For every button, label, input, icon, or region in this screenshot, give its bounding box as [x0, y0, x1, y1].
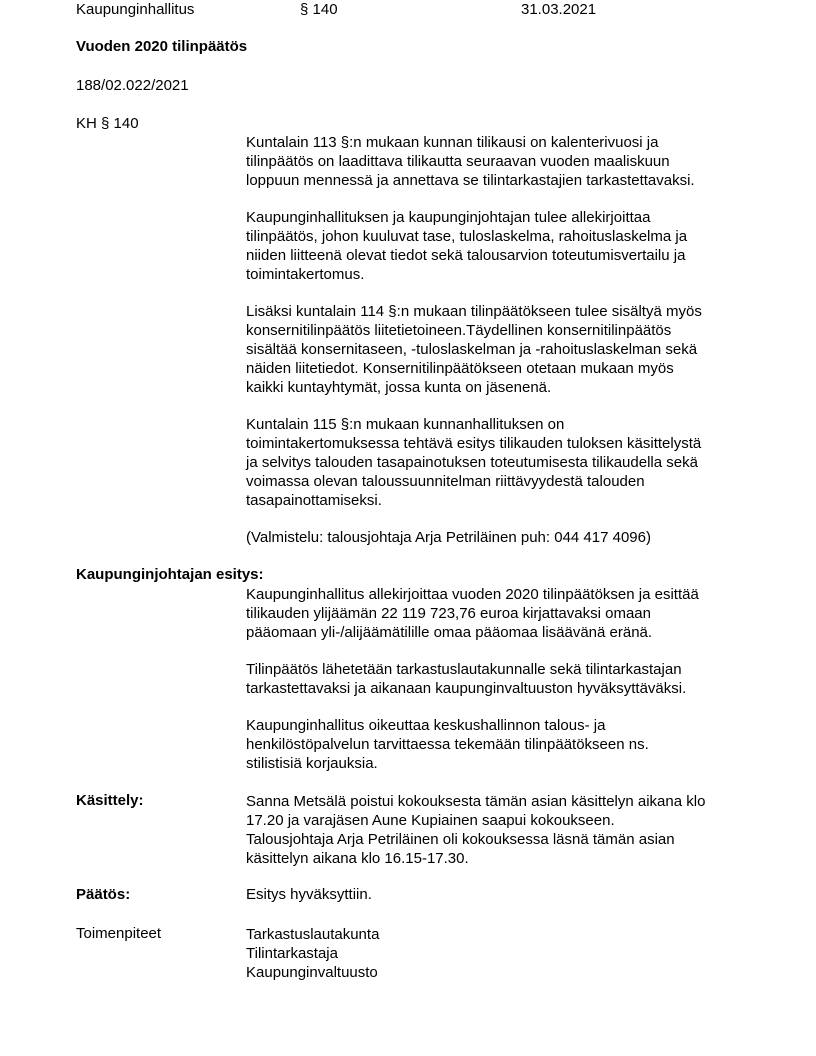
- handling-text: Sanna Metsälä poistui kokouksesta tämän asian käsittelyn aikana klo 17.20 ja varajäsen Aune Kupiainen saapui kokoukseen. Talousjohtaja Arja Petriläinen oli kokouksessa läsnä tämän asian käsittelyn aikana klo 16.15-17.30.: [246, 793, 706, 867]
- handling-label: Käsittely:: [76, 792, 144, 809]
- intro-paragraph-2: Kaupunginhallituksen ja kaupunginjohtajan tulee allekirjoittaa tilinpäätös, johon kuuluvat tase, tuloslaskelma, rahoituslaskelma ja niiden liitteenä olevat tiedot sekä talousarvion toteutumisvertailu ja toimintakertomus.: [246, 209, 688, 283]
- actions-label: Toimenpiteet: [76, 925, 162, 942]
- action-item-kaupunginvaltuusto: Kaupunginvaltuusto: [246, 964, 378, 981]
- proposal-paragraph-2: Tilinpäätös lähetetään tarkastuslautakunnalle sekä tilintarkastajan tarkastettavaksi ja aikanaan kaupunginvaltuuston hyväksyttäväksi.: [246, 661, 687, 697]
- page-title: Vuoden 2020 tilinpäätös: [76, 38, 248, 55]
- decision-text: Esitys hyväksyttiin.: [246, 886, 372, 903]
- intro-paragraph-4: Kuntalain 115 §:n mukaan kunnanhallituksen on toimintakertomuksessa tehtävä esitys tilikauden tuloksen käsittelystä ja selvitys talouden tasapainotuksen toteutumisesta tilikaudella sekä voimassa olevan taloussuunnitelman riittävyydestä talouden tasapainottamiseksi.: [246, 416, 702, 509]
- action-item-tilintarkastaja: Tilintarkastaja: [246, 945, 338, 962]
- kh-section: KH § 140: [76, 115, 139, 132]
- reference-number: 188/02.022/2021: [76, 77, 189, 94]
- header-date: 31.03.2021: [521, 1, 597, 18]
- header-section: § 140: [300, 1, 338, 18]
- proposal-paragraph-3: Kaupunginhallitus oikeuttaa keskushallinnon talous- ja henkilöstöpalvelun tarvittaessa tekemään tilinpäätökseen ns. stilistisiä korjauksia.: [246, 717, 649, 772]
- intro-paragraph-1: Kuntalain 113 §:n mukaan kunnan tilikausi on kalenterivuosi ja tilinpäätös on laadittava tilikautta seuraavan vuoden maaliskuun loppuun mennessä ja annettava se tilintarkastajien tarkastettavaksi.: [246, 134, 695, 189]
- intro-paragraph-3: Lisäksi kuntalain 114 §:n mukaan tilinpäätökseen tulee sisältyä myös konsernitilinpäätös liitetietoineen.Täydellinen konsernitilinpäätös sisältää konsernitaseen, -tuloslaskelman ja -rahoituslaskelman sekä näiden liitetiedot. Konsernitilinpäätökseen otetaan mukaan myös kaikki kuntayhtymät, jossa kunta on jäsenenä.: [246, 303, 702, 396]
- header-body: Kaupunginhallitus: [76, 1, 195, 18]
- proposal-label: Kaupunginjohtajan esitys:: [76, 566, 264, 583]
- preparer-note: (Valmistelu: talousjohtaja Arja Petriläinen puh: 044 417 4096): [246, 529, 651, 546]
- action-item-tarkastuslautakunta: Tarkastuslautakunta: [246, 926, 380, 943]
- decision-label: Päätös:: [76, 886, 131, 903]
- actions-list: [246, 925, 379, 982]
- proposal-paragraph-1: Kaupunginhallitus allekirjoittaa vuoden 2020 tilinpäätöksen ja esittää tilikauden ylijäämän 22 119 723,76 euroa kirjattavaksi omaan pääomaan yli-/alijäämätilille omaa pääomaa lisäävänä eränä.: [246, 586, 699, 641]
